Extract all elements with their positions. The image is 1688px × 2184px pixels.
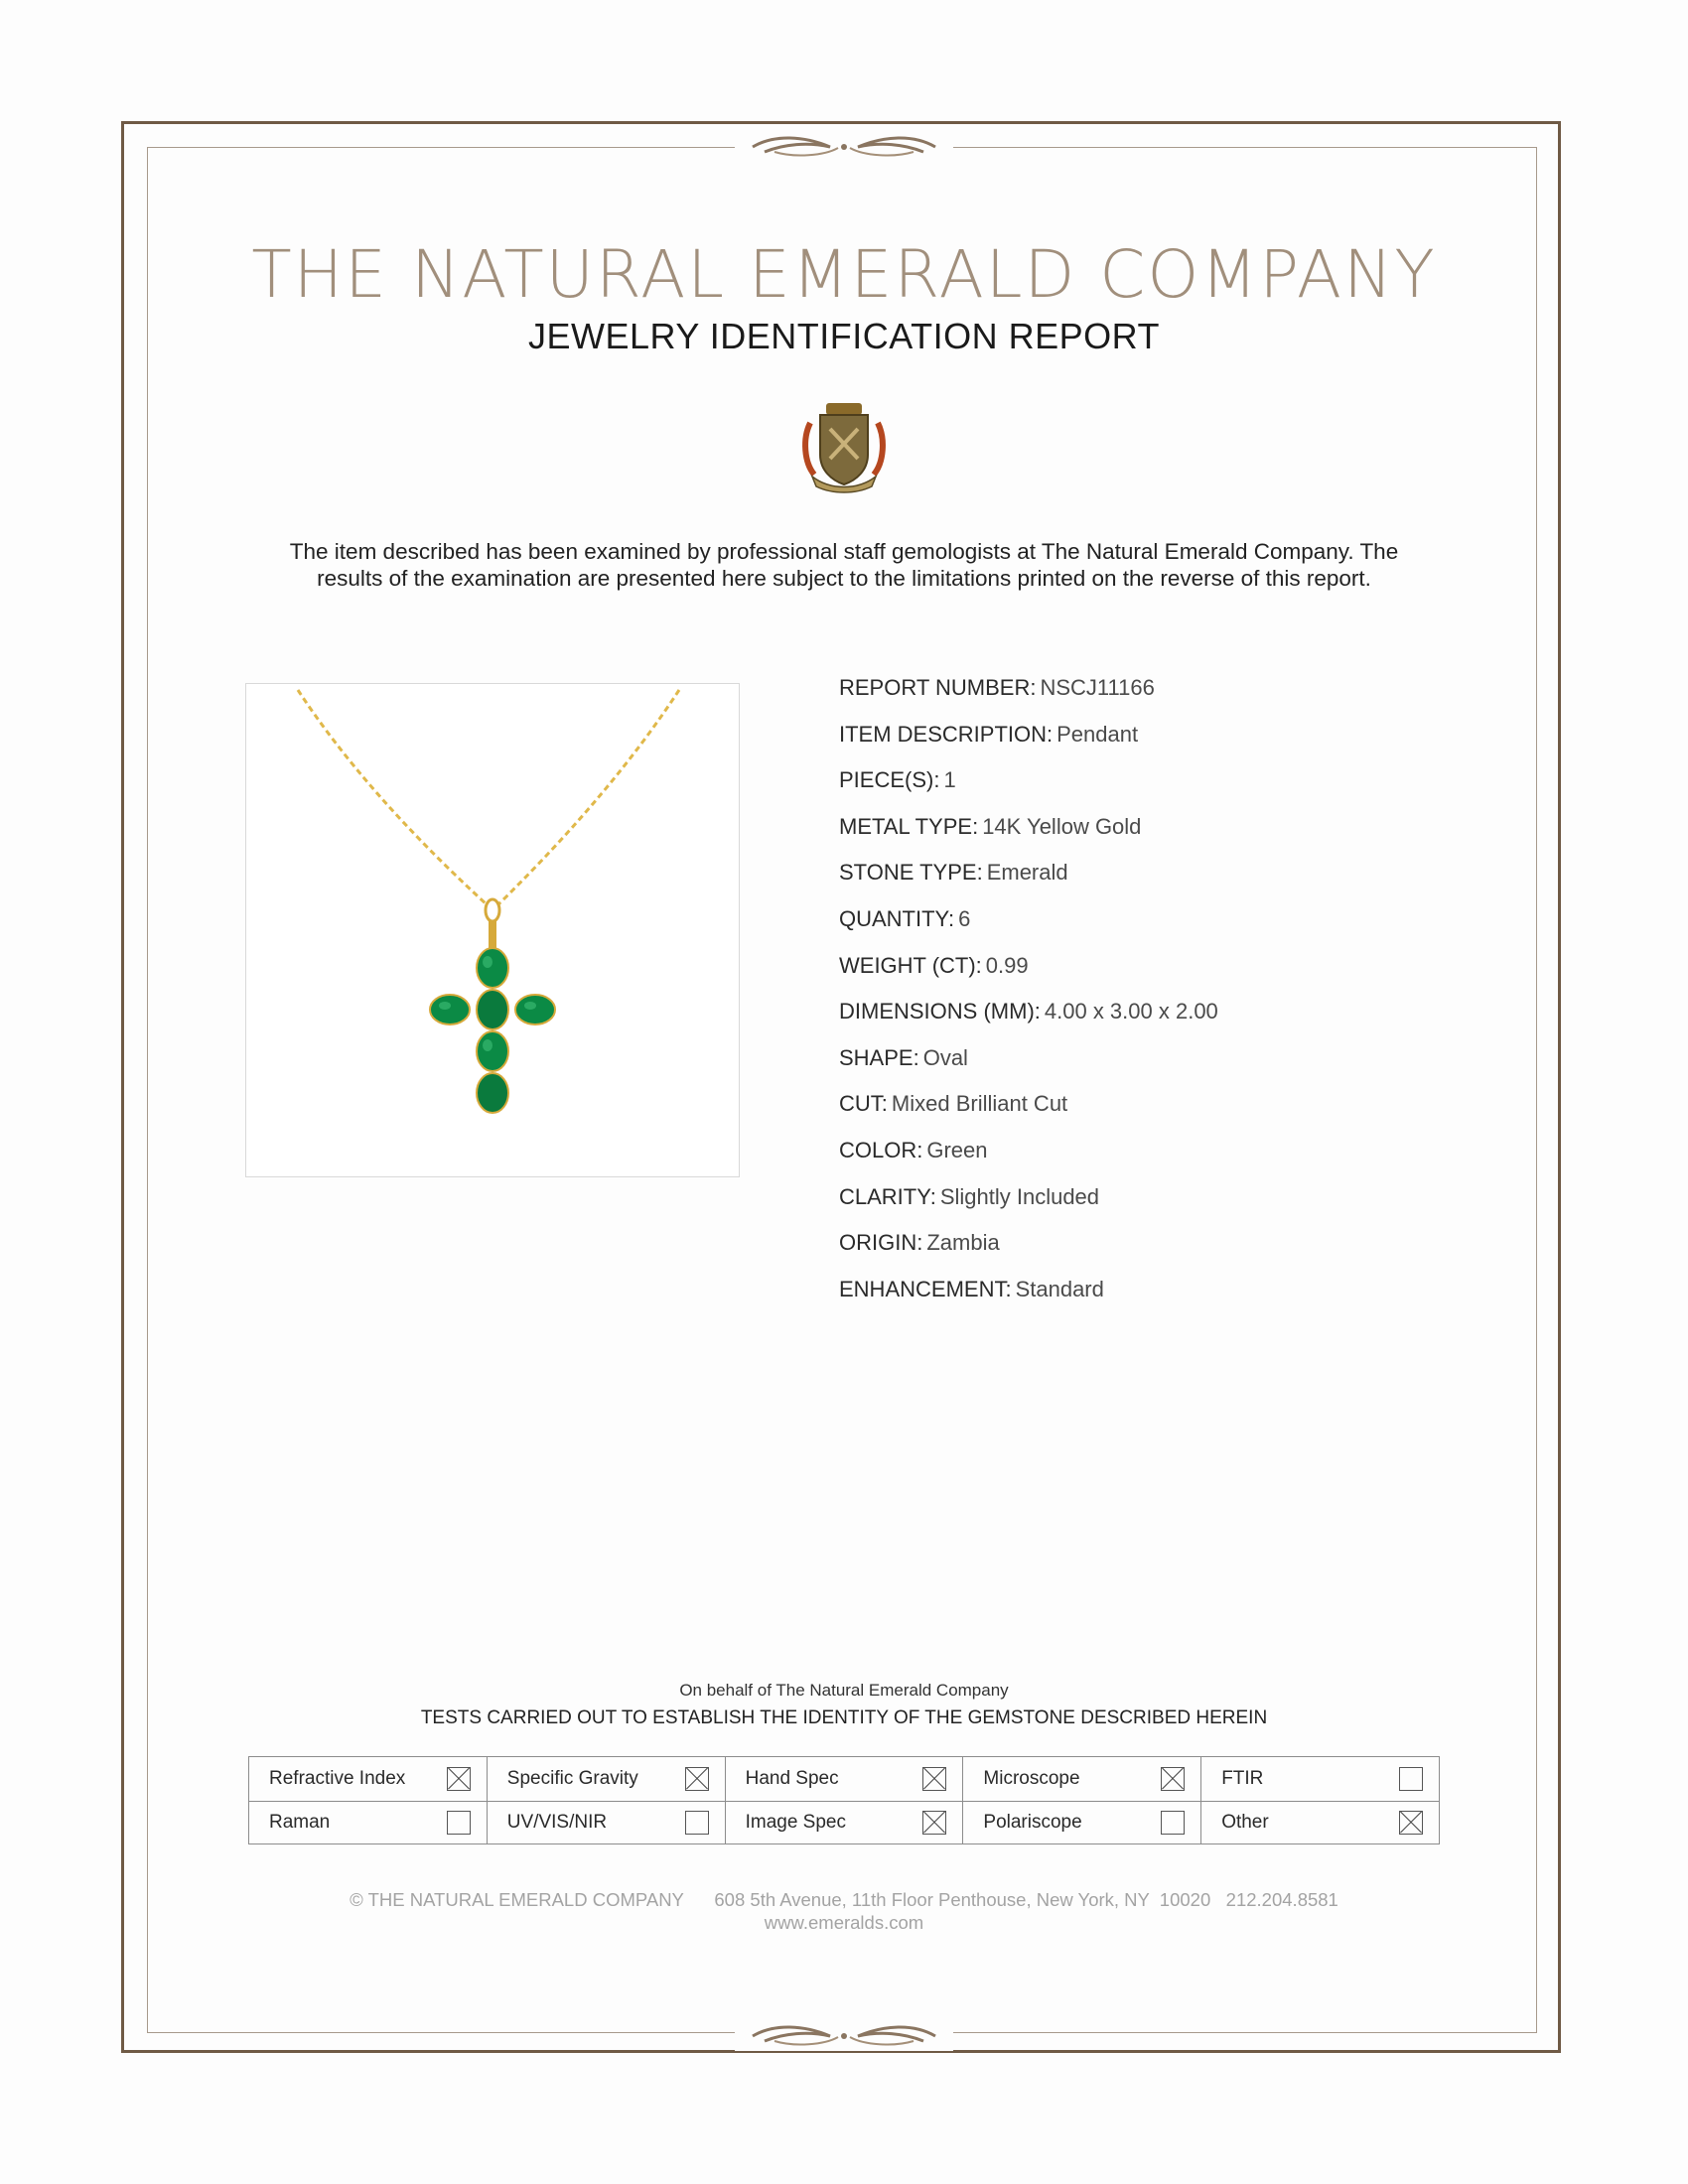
footer-address: © THE NATURAL EMERALD COMPANY 608 5th Avenue, 11th Floor Penthouse, New York, NY 10020 212.204.8581 bbox=[350, 1889, 1338, 1910]
detail-shape: SHAPE: Oval bbox=[839, 1044, 968, 1070]
detail-report-number: REPORT NUMBER: NSCJ11166 bbox=[839, 675, 1155, 700]
detail-pieces: PIECE(S): 1 bbox=[839, 767, 956, 793]
report-details bbox=[839, 675, 1534, 1322]
detail-dimensions: DIMENSIONS (MM): 4.00 x 3.00 x 2.00 bbox=[839, 999, 1218, 1024]
test-image-spec: Image Spec bbox=[725, 1802, 963, 1845]
detail-enhancement: ENHANCEMENT: Standard bbox=[839, 1276, 1104, 1301]
test-checkbox[interactable] bbox=[685, 1811, 709, 1835]
detail-metal-type: METAL TYPE: 14K Yellow Gold bbox=[839, 813, 1142, 839]
detail-origin: ORIGIN: Zambia bbox=[839, 1230, 1000, 1256]
test-specific-gravity: Specific Gravity bbox=[487, 1757, 725, 1801]
test-checkbox[interactable] bbox=[922, 1811, 946, 1835]
detail-item-description: ITEM DESCRIPTION: Pendant bbox=[839, 721, 1139, 747]
pendant-illustration bbox=[246, 684, 739, 1176]
tests-row bbox=[249, 1801, 1439, 1845]
test-checkbox[interactable] bbox=[447, 1811, 471, 1835]
detail-clarity: CLARITY: Slightly Included bbox=[839, 1183, 1100, 1209]
test-refractive-index: Refractive Index bbox=[249, 1757, 487, 1801]
detail-stone-type: STONE TYPE: Emerald bbox=[839, 860, 1068, 886]
detail-weight: WEIGHT (CT): 0.99 bbox=[839, 952, 1029, 978]
intro-text bbox=[228, 538, 1460, 592]
report-title: JEWELRY IDENTIFICATION REPORT bbox=[528, 316, 1160, 356]
tests-table bbox=[248, 1756, 1440, 1844]
detail-color: COLOR: Green bbox=[839, 1137, 988, 1162]
detail-cut: CUT: Mixed Brilliant Cut bbox=[839, 1091, 1068, 1117]
test-checkbox[interactable] bbox=[1399, 1811, 1423, 1835]
test-checkbox[interactable] bbox=[1161, 1811, 1185, 1835]
test-raman: Raman bbox=[249, 1802, 487, 1845]
footer-website-link[interactable]: www.emeralds.com bbox=[764, 1912, 924, 1933]
test-ftir: FTIR bbox=[1200, 1757, 1439, 1801]
bottom-ornament-icon bbox=[735, 2021, 953, 2051]
test-other: Other bbox=[1200, 1802, 1439, 1845]
test-uv-vis-nir: UV/VIS/NIR bbox=[487, 1802, 725, 1845]
intro-line-2: results of the examination are presented here subject to the limitations printed on the reverse of this report. bbox=[317, 566, 1371, 591]
test-checkbox[interactable] bbox=[1399, 1767, 1423, 1791]
product-photo bbox=[245, 683, 740, 1177]
detail-quantity: QUANTITY: 6 bbox=[839, 905, 971, 931]
test-polariscope: Polariscope bbox=[962, 1802, 1200, 1845]
test-checkbox[interactable] bbox=[447, 1767, 471, 1791]
test-microscope: Microscope bbox=[962, 1757, 1200, 1801]
behalf-text: On behalf of The Natural Emerald Company bbox=[679, 1681, 1009, 1700]
tests-row bbox=[249, 1757, 1439, 1801]
test-hand-spec: Hand Spec bbox=[725, 1757, 963, 1801]
test-checkbox[interactable] bbox=[685, 1767, 709, 1791]
crest-logo-icon bbox=[800, 399, 888, 494]
top-ornament-icon bbox=[735, 132, 953, 162]
tests-title: TESTS CARRIED OUT TO ESTABLISH THE IDENTITY OF THE GEMSTONE DESCRIBED HEREIN bbox=[420, 1707, 1268, 1728]
intro-line-1: The item described has been examined by professional staff gemologists at The Natural Emerald Company. The bbox=[289, 539, 1399, 564]
company-name: THE NATURAL EMERALD COMPANY bbox=[251, 236, 1437, 313]
test-checkbox[interactable] bbox=[1161, 1767, 1185, 1791]
test-checkbox[interactable] bbox=[922, 1767, 946, 1791]
